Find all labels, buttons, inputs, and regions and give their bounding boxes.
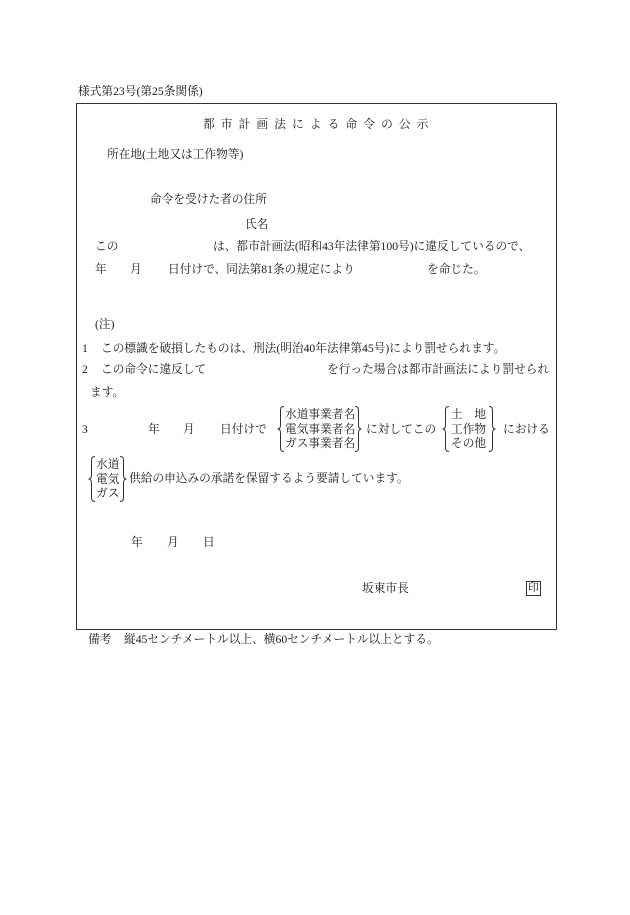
operators-right-brace bbox=[355, 406, 362, 452]
utility-electric: 電気 bbox=[96, 472, 120, 486]
operators-list bbox=[285, 408, 355, 452]
note3-month: 月 bbox=[183, 423, 195, 436]
note3-closing: 供給の申込みの承諾を保留するよう要請しています。 bbox=[129, 472, 409, 485]
note3-connector2: における bbox=[503, 423, 550, 436]
body-line2-month: 月 bbox=[130, 263, 142, 276]
objects-left-brace bbox=[442, 406, 449, 452]
operator-water: 水道事業者名 bbox=[285, 408, 356, 421]
note1-text: この標識を破損したものは、刑法(明治40年法律第45号)により罰せられます。 bbox=[101, 342, 506, 355]
note3-connector: に対してこの bbox=[366, 423, 437, 436]
recipient-address-label: 命令を受けた者の住所 bbox=[150, 193, 267, 206]
utilities-left-brace bbox=[88, 456, 95, 502]
operators-left-brace bbox=[277, 406, 284, 452]
note2-prefix: この命令に違反して bbox=[101, 363, 207, 376]
body-line2-suffix: を命じた。 bbox=[427, 263, 486, 276]
object-structure: 工作物 bbox=[451, 422, 487, 436]
notice-title: 都 市 計 画 法 に よ る 命 令 の 公 示 bbox=[203, 118, 430, 131]
notes-heading: (注) bbox=[95, 318, 115, 331]
operator-gas: ガス事業者名 bbox=[285, 437, 356, 450]
object-land: 土 地 bbox=[451, 408, 487, 421]
recipient-name-label: 氏名 bbox=[245, 218, 269, 231]
seal-box: 印 bbox=[528, 582, 539, 594]
utilities-list bbox=[96, 458, 119, 502]
objects-right-brace bbox=[489, 406, 496, 452]
operator-electric: 電気事業者名 bbox=[285, 422, 356, 436]
body-line1-prefix: この bbox=[95, 240, 119, 253]
date-day: 日 bbox=[203, 536, 215, 549]
note3-year: 年 bbox=[148, 423, 160, 436]
utility-gas: ガス bbox=[96, 487, 120, 500]
form-number: 様式第23号(第25条関係) bbox=[78, 85, 203, 98]
note3-day-text: 日付けで bbox=[220, 423, 267, 436]
issuer-name: 坂東市長 bbox=[362, 582, 409, 595]
body-line1-suffix: は、都市計画法(昭和43年法律第100号)に違反しているので、 bbox=[213, 240, 531, 253]
body-line2-year: 年 bbox=[95, 263, 107, 276]
object-other: その他 bbox=[451, 437, 487, 450]
remarks-text: 縦45センチメートル以上、横60センチメートル以上とする。 bbox=[124, 633, 439, 646]
note2-number: 2 bbox=[82, 363, 88, 376]
note3-number: 3 bbox=[82, 423, 88, 436]
utility-water: 水道 bbox=[96, 458, 120, 471]
utilities-right-brace bbox=[120, 456, 127, 502]
note1-number: 1 bbox=[82, 342, 88, 355]
body-line2-middle: 日付けで、同法第81条の規定により bbox=[168, 263, 355, 276]
date-month: 月 bbox=[167, 536, 179, 549]
objects-list bbox=[451, 408, 486, 452]
location-label: 所在地(土地又は工作物等) bbox=[107, 148, 244, 161]
remarks-label: 備考 bbox=[88, 633, 112, 646]
date-year: 年 bbox=[131, 536, 143, 549]
note2-continuation: ます。 bbox=[90, 386, 125, 399]
note2-suffix: を行った場合は都市計画法により罰せられ bbox=[327, 363, 550, 376]
